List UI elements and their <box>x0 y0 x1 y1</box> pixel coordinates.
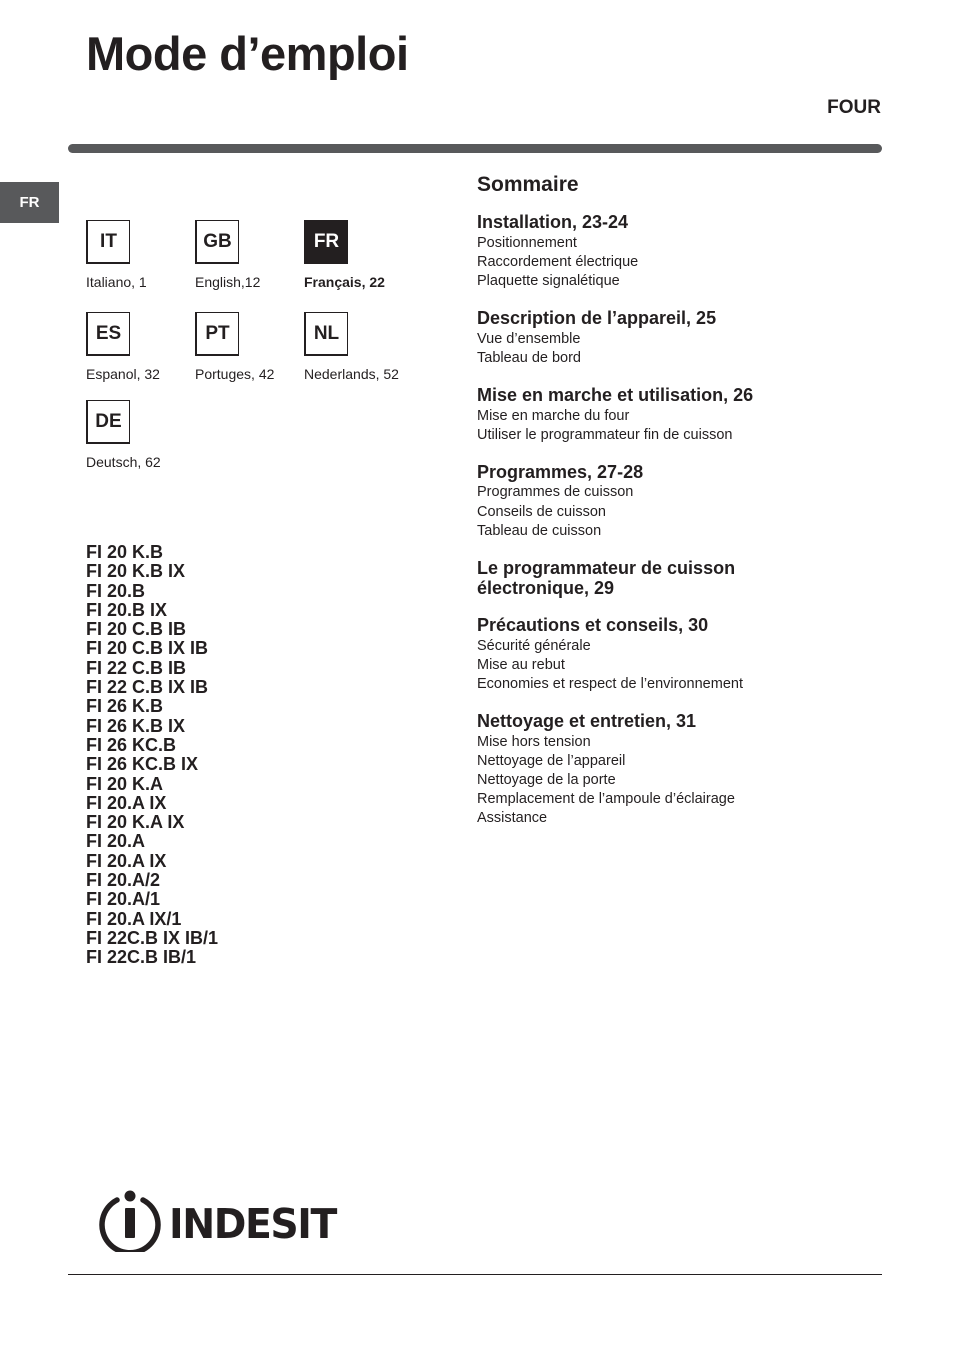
language-label: Espanol, 32 <box>86 366 160 382</box>
language-option-fr[interactable] <box>304 220 414 290</box>
language-label: Nederlands, 52 <box>304 366 399 382</box>
model-item: FI 26 K.B <box>86 696 164 717</box>
toc-item[interactable]: Nettoyage de l’appareil <box>477 752 626 769</box>
language-option-it[interactable] <box>86 220 196 290</box>
toc-section-nettoyage <box>477 712 897 829</box>
toc-item[interactable]: Mise hors tension <box>477 733 591 750</box>
toc-heading[interactable]: Description de l’appareil, 25 <box>477 308 717 329</box>
toc-item[interactable]: Positionnement <box>477 234 577 251</box>
language-side-tab: FR <box>0 182 59 223</box>
model-item: FI 20.A IX/1 <box>86 908 182 929</box>
toc-heading[interactable]: Mise en marche et utilisation, 26 <box>477 385 754 406</box>
toc-item[interactable]: Remplacement de l’ampoule d’éclairage <box>477 791 735 808</box>
language-option-nl[interactable] <box>304 312 414 382</box>
language-label: Italiano, 1 <box>86 274 147 290</box>
toc-heading[interactable]: Programmes, 27-28 <box>477 461 644 482</box>
model-item: FI 22C.B IX IB/1 <box>86 927 219 948</box>
header-divider <box>68 144 882 153</box>
language-label-active: Français, 22 <box>304 274 385 290</box>
model-item: FI 20.B <box>86 580 146 601</box>
toc-title: Sommaire <box>477 173 579 196</box>
model-item: FI 20 C.B IB <box>86 619 187 640</box>
toc-section-installation <box>477 213 897 291</box>
toc-section-precautions <box>477 616 897 694</box>
toc-item[interactable]: Utiliser le programmateur fin de cuisson <box>477 426 733 443</box>
footer-divider <box>68 1274 882 1275</box>
toc-item[interactable]: Mise au rebut <box>477 656 565 673</box>
model-item: FI 20 C.B IX IB <box>86 638 209 659</box>
model-item: FI 20 K.B <box>86 542 164 562</box>
toc-item[interactable]: Assistance <box>477 810 548 827</box>
language-code-box: NL <box>304 312 348 356</box>
language-label: English,12 <box>195 274 261 290</box>
language-code-box: PT <box>195 312 239 356</box>
toc-item[interactable]: Sécurité générale <box>477 637 591 654</box>
language-code-box: IT <box>86 220 130 264</box>
model-item: FI 20 K.A IX <box>86 812 185 833</box>
model-item: FI 26 KC.B <box>86 734 177 755</box>
model-item: FI 20.A/1 <box>86 889 161 910</box>
model-item: FI 22 C.B IX IB <box>86 677 209 698</box>
toc-heading[interactable]: Le programmateur de cuisson électronique, 29 <box>477 558 736 598</box>
language-code-box: GB <box>195 220 239 264</box>
model-item: FI 20 K.B IX <box>86 561 186 582</box>
toc-section-programmateur <box>477 559 897 598</box>
toc-section-mise-en-marche <box>477 386 897 445</box>
toc-item[interactable]: Raccordement électrique <box>477 253 639 270</box>
language-code-box: ES <box>86 312 130 356</box>
model-item: FI 20.A IX <box>86 792 167 813</box>
model-item: FI 22C.B IB/1 <box>86 947 197 968</box>
model-item: FI 20.A/2 <box>86 870 161 891</box>
toc-item[interactable]: Plaquette signalétique <box>477 272 620 289</box>
toc-item[interactable]: Nettoyage de la porte <box>477 772 616 789</box>
toc-heading[interactable]: Installation, 23-24 <box>477 212 629 232</box>
table-of-contents <box>477 173 897 847</box>
toc-item[interactable]: Programmes de cuisson <box>477 484 634 501</box>
language-code-box: DE <box>86 400 130 444</box>
toc-item[interactable]: Vue d’ensemble <box>477 330 581 347</box>
toc-section-description <box>477 309 897 368</box>
model-list <box>86 543 218 968</box>
toc-item[interactable]: Conseils de cuisson <box>477 503 606 520</box>
language-option-es[interactable] <box>86 312 196 382</box>
toc-item[interactable]: Tableau de bord <box>477 349 581 366</box>
brand-wordmark: INDESIT <box>169 1200 336 1248</box>
language-option-gb[interactable] <box>195 220 305 290</box>
product-type: FOUR <box>827 97 881 118</box>
model-item: FI 22 C.B IB <box>86 657 187 678</box>
page-title: Mode d’emploi <box>86 27 409 80</box>
toc-item[interactable]: Economies et respect de l’environnement <box>477 675 743 692</box>
toc-heading[interactable]: Précautions et conseils, 30 <box>477 615 709 636</box>
language-option-de[interactable] <box>86 400 196 470</box>
language-code-box-active: FR <box>304 220 348 264</box>
indesit-i-logo-icon <box>97 1186 163 1252</box>
toc-section-programmes <box>477 463 897 541</box>
toc-item[interactable]: Mise en marche du four <box>477 407 630 424</box>
language-label: Portuges, 42 <box>195 366 275 382</box>
model-item: FI 20 K.A <box>86 773 164 794</box>
model-item: FI 26 K.B IX <box>86 715 186 736</box>
model-item: FI 20.A IX <box>86 850 167 871</box>
model-item: FI 26 KC.B IX <box>86 754 199 775</box>
toc-item[interactable]: Tableau de cuisson <box>477 522 602 539</box>
language-label: Deutsch, 62 <box>86 454 161 470</box>
model-item: FI 20.A <box>86 831 146 852</box>
toc-heading[interactable]: Nettoyage et entretien, 31 <box>477 711 697 732</box>
model-item: FI 20.B IX <box>86 599 168 620</box>
language-option-pt[interactable] <box>195 312 305 382</box>
brand-logo <box>97 1186 337 1252</box>
